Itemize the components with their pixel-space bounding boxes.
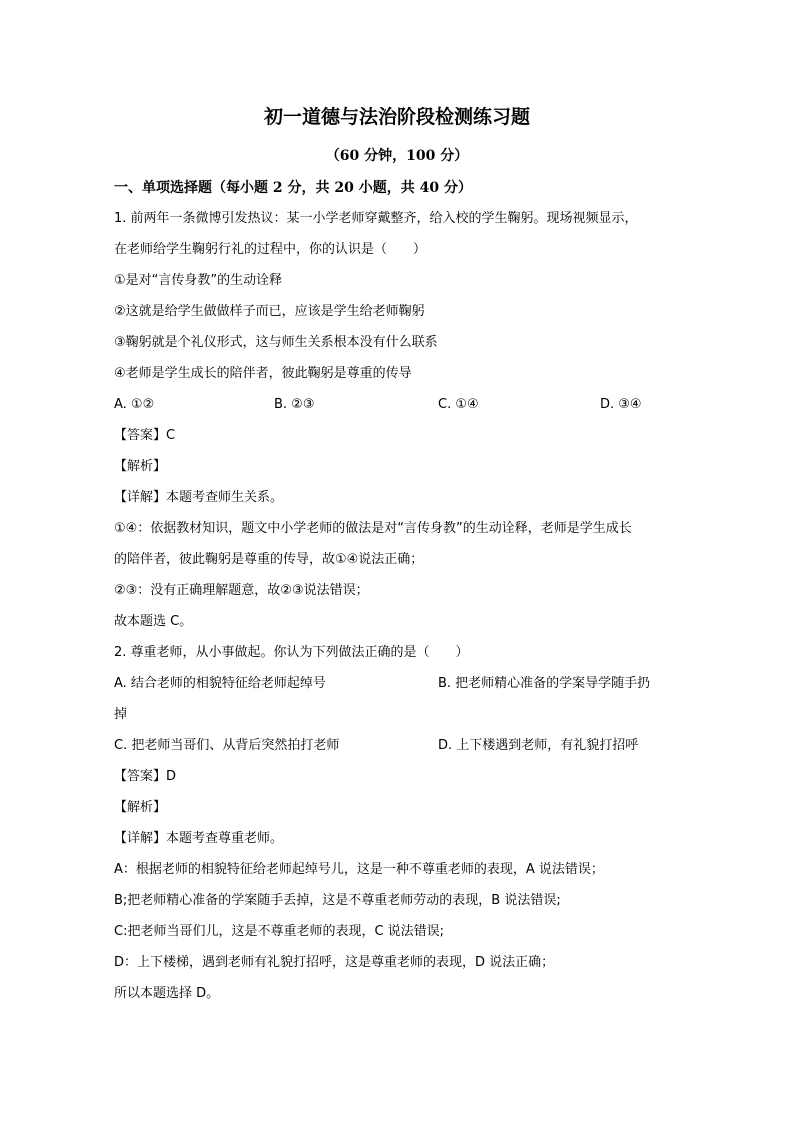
q2-option-d: D. 上下楼遇到老师，有礼貌打招呼 bbox=[438, 738, 639, 753]
document-title: 初一道德与法治阶段检测练习题 bbox=[263, 106, 530, 128]
q2-detail: 【详解】本题考查尊重老师。 bbox=[114, 831, 284, 846]
q1-analysis-label: 【解析】 bbox=[114, 459, 167, 474]
q1-item-3: ③鞠躬就是个礼仪形式，这与师生关系根本没有什么联系 bbox=[114, 335, 438, 350]
q1-option-c: C. ①④ bbox=[438, 397, 479, 412]
q1-item-2: ②这就是给学生做做样子而已，应该是学生给老师鞠躬 bbox=[114, 304, 425, 319]
q1-stem-line2: 在老师给学生鞠躬行礼的过程中，你的认识是（ ） bbox=[114, 242, 427, 257]
q2-option-a: A. 结合老师的相貌特征给老师起绰号 bbox=[114, 676, 326, 691]
q2-explain-b: B;把老师精心准备的学案随手丢掉，这是不尊重老师劳动的表现，B 说法错误; bbox=[114, 893, 561, 908]
q1-item-4: ④老师是学生成长的陪伴者，彼此鞠躬是尊重的传导 bbox=[114, 366, 412, 381]
q1-explain-line2: 的陪伴者，彼此鞠躬是尊重的传导，故①④说法正确； bbox=[114, 552, 424, 567]
q2-explain-a: A：根据老师的相貌特征给老师起绰号儿，这是一种不尊重老师的表现，A 说法错误； bbox=[114, 862, 604, 877]
q2-option-b-wrap: 掉 bbox=[114, 707, 128, 722]
q2-explain-c: C:把老师当哥们儿，这是不尊重老师的表现，C 说法错误; bbox=[114, 924, 445, 939]
q2-option-c: C. 把老师当哥们、从背后突然拍打老师 bbox=[114, 738, 340, 753]
q1-explain-line3: ②③：没有正确理解题意，故②③说法错误； bbox=[114, 583, 369, 598]
q2-explain-d: D：上下楼梯，遇到老师有礼貌打招呼，这是尊重老师的表现，D 说法正确； bbox=[114, 955, 555, 970]
q2-option-b: B. 把老师精心准备的学案导学随手扔 bbox=[438, 676, 651, 691]
q1-item-1: ①是对“言传身教”的生动诠释 bbox=[114, 273, 283, 288]
q1-explain-line1: ①④：依据教材知识，题文中小学老师的做法是对“言传身教”的生动诠释，老师是学生成长 bbox=[114, 521, 632, 536]
q1-option-d: D. ③④ bbox=[600, 397, 642, 412]
q1-option-b: B. ②③ bbox=[274, 397, 315, 412]
q2-conclusion: 所以本题选择 D。 bbox=[114, 986, 220, 1001]
q2-stem: 2. 尊重老师，从小事做起。你认为下列做法正确的是（ ） bbox=[114, 645, 469, 660]
section-heading: 一、单项选择题（每小题 2 分，共 20 小题，共 40 分） bbox=[114, 180, 472, 196]
q1-detail: 【详解】本题考查师生关系。 bbox=[114, 490, 284, 505]
q1-option-a: A. ①② bbox=[114, 397, 155, 412]
q2-answer: 【答案】D bbox=[114, 769, 177, 784]
q1-conclusion: 故本题选 C。 bbox=[114, 614, 193, 629]
q2-analysis-label: 【解析】 bbox=[114, 800, 167, 815]
document-subtitle: （60 分钟，100 分） bbox=[325, 148, 469, 164]
q1-answer: 【答案】C bbox=[114, 428, 176, 443]
q1-stem-line1: 1. 前两年一条微博引发热议：某一小学老师穿戴整齐，给入校的学生鞠躬。现场视频显示， bbox=[114, 211, 638, 226]
